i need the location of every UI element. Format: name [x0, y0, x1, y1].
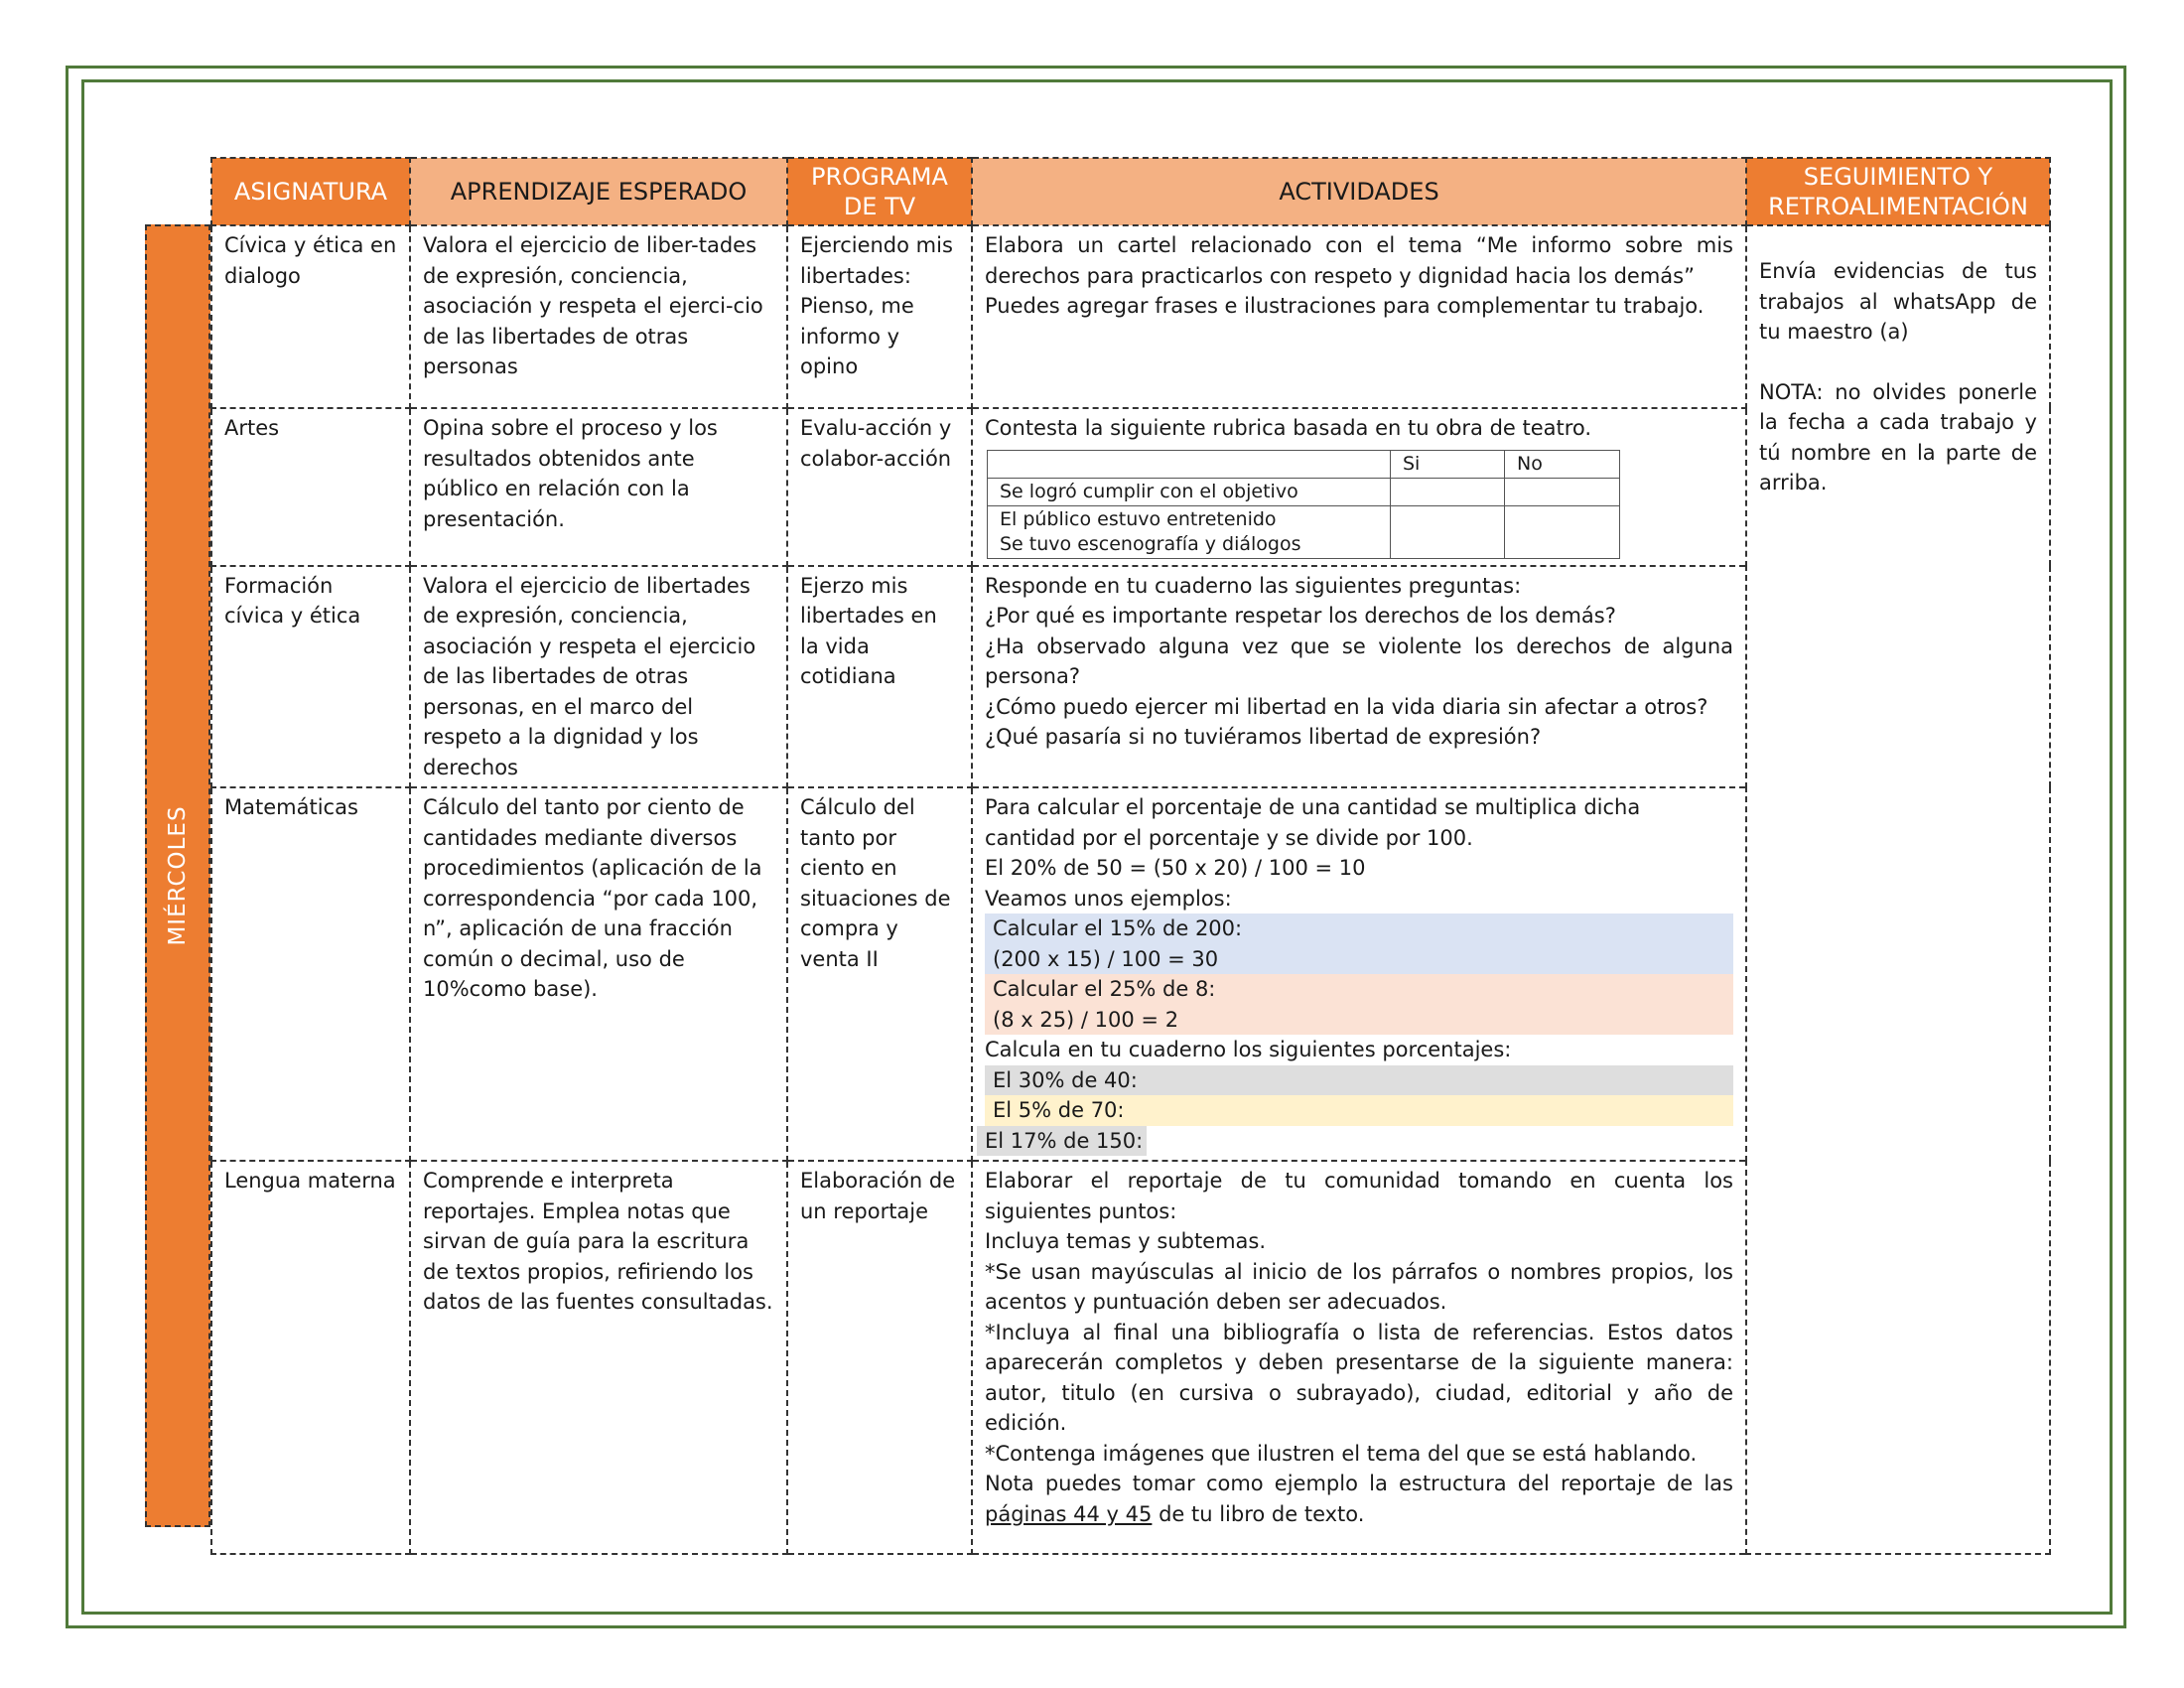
header-asignatura: ASIGNATURA [211, 158, 410, 225]
actividad-line: Contesta la siguiente rubrica basada en tu obra de teatro. [985, 416, 1592, 440]
asignatura-cell: Matemáticas [211, 787, 410, 1161]
rubric-no-check[interactable] [1505, 478, 1620, 505]
actividad-line: Para calcular el porcentaje de una cantidad se multiplica dicha cantidad por el porcentaje y se divide por 100. [985, 795, 1641, 850]
actividad-line: Elaborar el reportaje de tu comunidad tomando en cuenta los siguientes puntos: [985, 1169, 1733, 1223]
actividades-cell [972, 225, 1746, 408]
actividad-line: Calcula en tu cuaderno los siguientes porcentajes: [985, 1038, 1512, 1061]
programa-cell: Ejerzo mis libertades en la vida cotidiana [787, 566, 972, 788]
asignatura-cell: Lengua materna [211, 1161, 410, 1554]
example-line: (200 x 15) / 100 = 30 [985, 944, 1733, 975]
feedback-note: NOTA: no olvides ponerle la fecha a cada trabajo y tú nombre en la parte de arriba. [1759, 379, 2037, 494]
aprendizaje-cell: Comprende e interpreta reportajes. Emplea notas que sirvan de guía para la escritura de textos propios, refiriendo los datos de las fuentes consultadas. [410, 1161, 787, 1554]
actividad-line: *Incluya al final una bibliografía o lista de referencias. Estos datos aparecerán completos y deben presentarse de la siguiente manera: autor, titulo (en cursiva o subrayado), ciudad, editorial y año de edición. [985, 1320, 1733, 1435]
aprendizaje-cell: Valora el ejercicio de liber-tades de expresión, conciencia, asociación y respeta el ejerci-cio de las libertades de otras personas [410, 225, 787, 408]
exercise-line: El 17% de 150: [977, 1126, 1147, 1157]
rubric-no-check[interactable] [1505, 505, 1620, 558]
asignatura-cell: Cívica y ética en dialogo [211, 225, 410, 408]
rubric-header-no: No [1505, 450, 1620, 478]
rubric-header-si: Si [1391, 450, 1505, 478]
table-row [211, 225, 2050, 408]
rubric-table [987, 450, 1620, 559]
actividades-cell [972, 787, 1746, 1161]
rubric-item: Se logró cumplir con el objetivo [988, 478, 1391, 505]
programa-cell: Cálculo del tanto por ciento en situaciones de compra y venta II [787, 787, 972, 1161]
example-line: Calcular el 25% de 8: [985, 974, 1733, 1005]
actividad-line: *Contenga imágenes que ilustren el tema del que se está hablando. [985, 1441, 1698, 1466]
asignatura-cell: Artes [211, 408, 410, 566]
actividad-line: Elabora un cartel relacionado con el tema “Me informo sobre mis derechos para practicarlos con respeto y dignidad hacia los demás” [985, 233, 1733, 288]
actividad-line: El 20% de 50 = (50 x 20) / 100 = 10 [985, 856, 1366, 880]
lesson-plan-table [210, 157, 2051, 1555]
day-column [145, 224, 210, 1527]
header-seguimiento: SEGUIMIENTO Y RETROALIMENTACIÓN [1746, 158, 2050, 225]
seguimiento-cell [1746, 225, 2050, 1554]
exercise-line: El 5% de 70: [985, 1095, 1733, 1126]
programa-cell: Evalu-acción y colabor-acción [787, 408, 972, 566]
exercise-line: El 30% de 40: [985, 1065, 1733, 1096]
actividad-line: Responde en tu cuaderno las siguientes preguntas: [985, 573, 1522, 598]
actividad-note: Nota puedes tomar como ejemplo la estructura del reportaje de las páginas 44 y 45 de tu libro de texto. [985, 1472, 1733, 1526]
aprendizaje-cell: Opina sobre el proceso y los resultados obtenidos ante público en relación con la presentación. [410, 408, 787, 566]
day-label: MIÉRCOLES [165, 805, 191, 946]
asignatura-cell: Formación cívica y ética [211, 566, 410, 788]
programa-cell: Ejerciendo mis libertades: Pienso, me informo y opino [787, 225, 972, 408]
rubric-si-check[interactable] [1391, 505, 1505, 558]
actividad-line: ¿Cómo puedo ejercer mi libertad en la vida diaria sin afectar a otros? [985, 694, 1708, 719]
actividad-line: *Se usan mayúsculas al inicio de los párrafos o nombres propios, los acentos y puntuación deben ser adecuados. [985, 1259, 1733, 1314]
actividades-cell [972, 566, 1746, 788]
rubric-item: El público estuvo entretenido Se tuvo escenografía y diálogos [988, 505, 1391, 558]
actividades-cell [972, 408, 1746, 566]
actividad-line: ¿Ha observado alguna vez que se violente los derechos de alguna persona? [985, 633, 1733, 688]
actividad-line: ¿Qué pasaría si no tuviéramos libertad de expresión? [985, 725, 1542, 749]
actividades-cell [972, 1161, 1746, 1554]
pages-reference: páginas 44 y 45 [985, 1501, 1153, 1526]
actividad-line: ¿Por qué es importante respetar los derechos de los demás? [985, 604, 1616, 628]
actividad-line: Veamos unos ejemplos: [985, 886, 1232, 911]
actividad-line: Incluya temas y subtemas. [985, 1229, 1267, 1253]
feedback-evidence: Envía evidencias de tus trabajos al whatsApp de tu maestro (a) [1759, 259, 2037, 344]
header-aprendizaje: APRENDIZAJE ESPERADO [410, 158, 787, 225]
programa-cell: Elaboración de un reportaje [787, 1161, 972, 1554]
header-actividades: ACTIVIDADES [972, 158, 1746, 225]
aprendizaje-cell: Valora el ejercicio de libertades de expresión, conciencia, asociación y respeta el ejercicio de las libertades de otras personas, en el marco del respeto a la dignidad y los derechos [410, 566, 787, 788]
example-line: Calcular el 15% de 200: [985, 914, 1733, 944]
header-row [211, 158, 2050, 225]
aprendizaje-cell: Cálculo del tanto por ciento de cantidades mediante diversos procedimientos (aplicación de la correspondencia “por cada 100, n”, aplicación de una fracción común o decimal, uso de 10%como base). [410, 787, 787, 1161]
rubric-si-check[interactable] [1391, 478, 1505, 505]
header-programa: PROGRAMA DE TV [787, 158, 972, 225]
rubric-header-blank [988, 450, 1391, 478]
actividad-line: Puedes agregar frases e ilustraciones para complementar tu trabajo. [985, 294, 1705, 318]
example-line: (8 x 25) / 100 = 2 [985, 1005, 1733, 1036]
